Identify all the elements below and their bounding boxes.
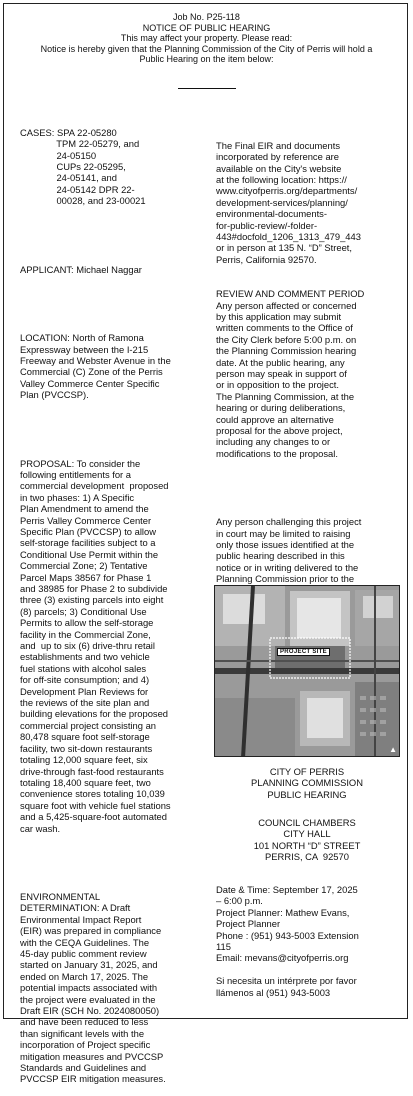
venue-address: COUNCIL CHAMBERS CITY HALL 101 NORTH “D” STREET PERRIS, CA 92570 [253,817,361,863]
hearing-details: Date & Time: September 17, 2025 – 6:00 p.m. Project Planner: Mathew Evans, Project Planner Phone : (951) 943-5003 Extension 115 Email: mevans@cityofperris.org Si necesita un intérprete por favor llámenos al (951) 943-5003 [216,884,359,998]
city-hearing-heading: CITY OF PERRIS PLANNING COMMISSION PUBLIC HEARING [251,766,363,800]
challenge-text: Any person challenging this project in court may be limited to raising only those issues identified at the public hearing described in this notice or in writing delivered to the Planning Commission prior to the [216,516,362,585]
project-site-map [214,585,400,757]
cases-text: CASES: SPA 22-05280 TPM 22-05279, and 24-05150 CUPs 22-05295, 24-05141, and 24-05142 DPR 22- 00028, and 23-00021 [20,126,146,207]
notice-header [0,12,413,65]
eir-documents-text: The Final EIR and documents incorporated by reference are available on the City's website at the following location: https:// www.cityofperris.org/departments/ development-services/planning/ environmental-documents- for-public-review/-folder- 443#docfold_1206_1313_479_443 or in person at 135 N. “D” Street, Perris, California 92570. [216,139,361,265]
job-number: Job No. P25-118 [173,12,240,22]
notice-title: NOTICE OF PUBLIC HEARING [142,22,271,33]
environmental-determination-text: ENVIRONMENTAL DETERMINATION: A Draft Environmental Impact Report (EIR) was prepared in compliance with the CEQA Guidelines. The 45-day public comment review started on January 31, 2025, and ended on March 17, 2025. The potential impacts associated with the project were evaluated in the Draft EIR (SCH No. 2024080050) and have been reduced to less than significant levels with the incorporation of Project specific mitigation measures and PVCCSP Standards and Guidelines and PVCCSP EIR mitigation measures. [20,890,166,1085]
left-column [20,104,208,1096]
project-site-label: PROJECT SITE [277,648,330,656]
notice-intro-line-2: Public Hearing on the item below: [139,54,274,65]
aerial-map-image [215,586,400,757]
right-column [216,117,398,607]
review-comment-text: REVIEW AND COMMENT PERIOD Any person affected or concerned by this application may submit written comments to the Office of the City Clerk before 5:00 p.m. on the Planning Commission hearing date. At the public hearing, any person may speak in support of or in opposition to the project. The Planning Commission, at the hearing or during deliberations, could approve an alternative proposal for the above project, including any changes to or modifications to the proposal. [216,288,365,459]
north-arrow-icon: ▲ [389,745,397,754]
applicant-text: APPLICANT: Michael Naggar [20,263,142,275]
location-text: LOCATION: North of Ramona Expressway between the I-215 Freeway and Webster Avenue in the Commercial (C) Zone of the Perris Valley Commerce Center Specific Plan (PVCCSP). [20,332,171,401]
notice-intro-line-1: Notice is hereby given that the Planning Commission of the City of Perris will hold a [40,43,373,54]
proposal-text: PROPOSAL: To consider the following entitlements for a commercial development proposed in two phases: 1) A Specific Plan Amendment to amend the Perris Valley Commerce Center Specific Plan (PVCCSP) to allow self-storage facilities subject to a Conditional Use Permit within the Commercial Zone; 2) Tentative Parcel Maps 38567 for Phase 1 and 38985 for Phase 2 to subdivide three (3) existing parcels into eight (8) parcels; 3) Conditional Use Permits to allow the self-storage facility in the Commercial Zone, and up to six (6) drive-thru retail establishments and two vehicle fuel stations with alcohol sales for off-site consumption; and 4) Development Plan Reviews for the reviews of the site plan and building elevations for the proposed commercial project consisting an 80,478 square foot self-storage facility, two sit-down restaurants totaling 12,000 square feet, six drive-through fast-food restaurants totaling 18,400 square feet, two convenience stores totaling 10,039 square foot with vehicle fuel stations and a 5,425-square-foot automated car wash. [20,457,171,834]
header-divider [178,88,236,89]
may-affect-line: This may affect your property. Please read: [120,33,293,44]
